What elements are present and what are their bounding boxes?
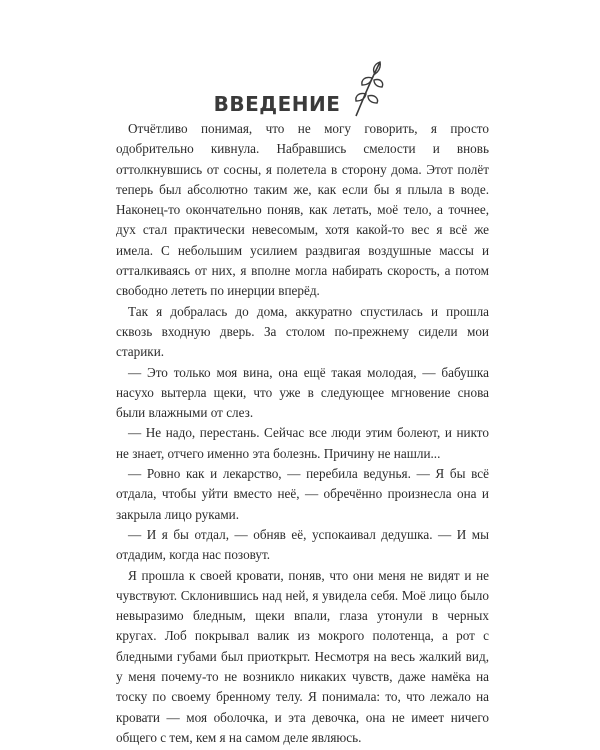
paragraph: — Ровно как и лекарство, — перебила ведунья. — Я бы всё отдала, чтобы уйти вместо неё, — обречённо произнесла она и закрыла лицо руками. <box>116 466 489 522</box>
paragraph: — И я бы отдал, — обняв её, успокаивал дедушка. — И мы отдадим, когда нас позовут. <box>116 526 489 563</box>
chapter-title: ВВЕДЕНИЕ <box>213 92 341 116</box>
leaf-sprig-icon <box>350 58 386 118</box>
paragraph: Я прошла к своей кровати, поняв, что они меня не видят и не чувствуют. Склонившись над ней, я увидела себя. Моё лицо было невыразимо бледным, щеки впали, глаза утонули в черных кругах. Лоб покрывал валик из мокрого полотенца, а рот с бледными губами был приоткрыт. Несмотря на весь жалкий вид, у меня почему-то не возникло никаких чувств, даже намёка на тоску по своему бренному телу. Я понимала: то, что лежало на кровати — моя оболочка, и эта девочка, она не имеет ничего общего с тем, кем я на самом деле являюсь. <box>116 567 489 745</box>
chapter-heading <box>0 58 600 118</box>
chapter-body <box>116 119 489 748</box>
paragraph: Отчётливо понимая, что не могу говорить, я просто одобрительно кивнула. Набравшись смелости и вновь оттолкнувшись от сосны, я полетела в сторону дома. Этот полёт теперь был абсолютно таким же, как если бы я плыла в воде. Наконец-то окончательно поняв, как летать, моё тело, а точнее, дух стал практически невесомым, хотя какой-то вес я всё же имела. С небольшим усилием раздвигая воздушные массы и отталкиваясь от них, я вполне могла набирать скорость, а потом свободно лететь по инерции вперёд. <box>116 121 489 299</box>
paragraph: — Не надо, перестань. Сейчас все люди этим болеют, и никто не знает, отчего именно эта болезнь. Причину не нашли... <box>116 425 489 461</box>
paragraph: Так я добралась до дома, аккуратно спустилась и прошла сквозь входную дверь. За столом по-прежнему сидели мои старики. <box>116 303 489 360</box>
paragraph: — Это только моя вина, она ещё такая молодая, — бабушка насухо вытерла щеки, что уже в следующее мгновение снова были влажными от слез. <box>116 364 489 421</box>
